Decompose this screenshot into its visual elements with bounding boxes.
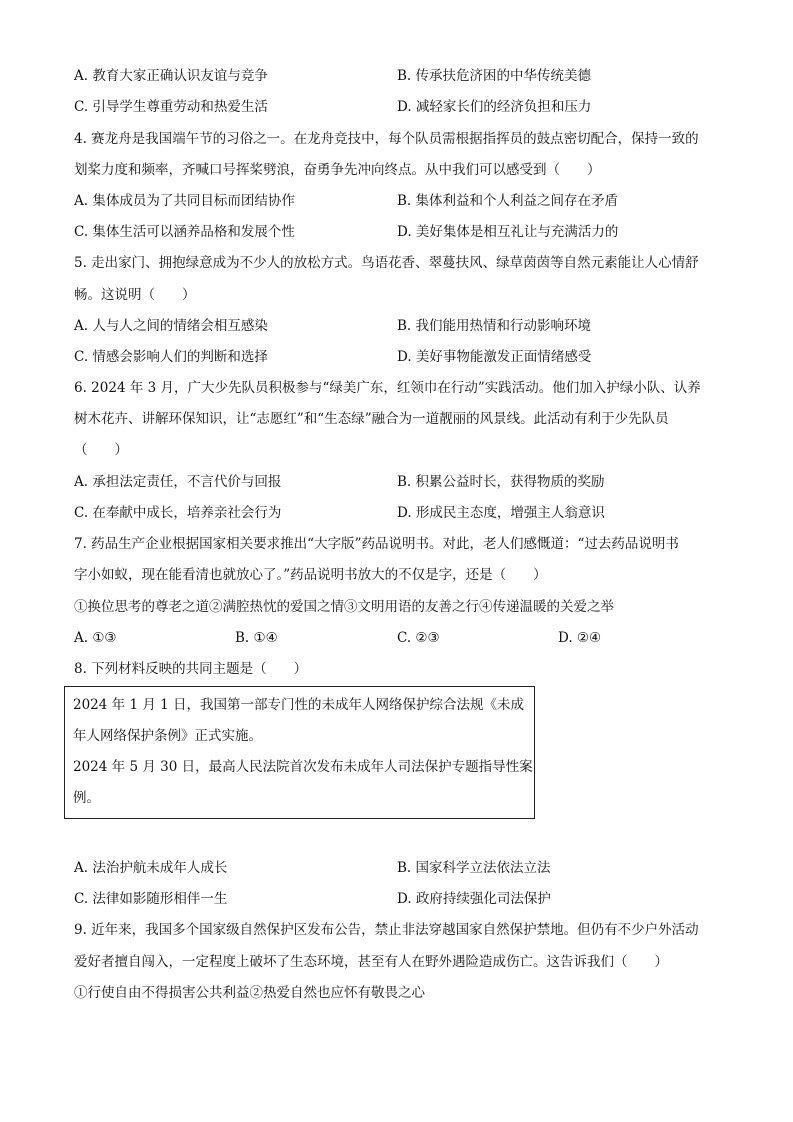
q8-option-a: A. 法治护航未成年人成长	[74, 860, 228, 876]
q8-material-line2: 年人网络保护条例》正式实施。	[73, 728, 262, 744]
q7-option-b: B. ①④	[235, 630, 278, 646]
q7-stem-line1: 7. 药品生产企业根据国家相关要求推出“大字版”药品说明书。对此，老人们感慨道：“过去药品说明书	[74, 536, 679, 552]
q5-option-c: C. 情感会影响人们的判断和选择	[74, 349, 268, 365]
q8-option-c: C. 法律如影随形相伴一生	[74, 891, 228, 907]
q4-option-d: D. 美好集体是相互礼让与充满活力的	[397, 224, 619, 240]
q4-option-b: B. 集体利益和个人利益之间存在矛盾	[397, 193, 619, 209]
q3-option-a: A. 教育大家正确认识友谊与竞争	[74, 68, 268, 84]
q7-option-a: A. ①③	[74, 630, 117, 646]
q3-option-d: D. 减轻家长们的经济负担和压力	[397, 99, 592, 115]
q5-stem-line1: 5. 走出家门、拥抱绿意成为不少人的放松方式。鸟语花香、翠蔓扶风、绿草茵茵等自然元素能让人心情舒	[74, 255, 699, 271]
q3-option-c: C. 引导学生尊重劳动和热爱生活	[74, 99, 268, 115]
q4-stem-line2: 划桨力度和频率，齐喊口号挥桨劈浪，奋勇争先冲向终点。从中我们可以感受到（ ）	[74, 162, 601, 178]
q4-option-a: A. 集体成员为了共同目标而团结协作	[74, 193, 295, 209]
q5-option-a: A. 人与人之间的情绪会相互感染	[74, 318, 268, 334]
q5-option-b: B. 我们能用热情和行动影响环境	[397, 318, 592, 334]
q6-option-d: D. 形成民主态度，增强主人翁意识	[397, 505, 605, 521]
q6-option-c: C. 在奉献中成长，培养亲社会行为	[74, 505, 282, 521]
q9-stem-line3: ①行使自由不得损害公共利益②热爱自然也应怀有敬畏之心	[74, 985, 425, 1001]
q5-stem-line2: 畅。这说明（ ）	[74, 287, 196, 303]
q8-material-line4: 例。	[73, 790, 100, 806]
q8-option-d: D. 政府持续强化司法保护	[397, 891, 551, 907]
q8-option-b: B. 国家科学立法依法立法	[397, 860, 551, 876]
q8-material-line1: 2024 年 1 月 1 日，我国第一部专门性的未成年人网络保护综合法规《未成	[73, 697, 524, 713]
q9-stem-line1: 9. 近年来，我国多个国家级自然保护区发布公告，禁止非法穿越国家自然保护禁地。但仍有不少户外活动	[74, 922, 699, 938]
q4-stem-line1: 4. 赛龙舟是我国端午节的习俗之一。在龙舟竞技中，每个队员需根据指挥员的鼓点密切配合，保持一致的	[74, 131, 699, 147]
q7-option-c: C. ②③	[397, 630, 440, 646]
q6-option-a: A. 承担法定责任，不言代价与回报	[74, 474, 282, 490]
q6-option-b: B. 积累公益时长，获得物质的奖励	[397, 474, 605, 490]
q5-option-d: D. 美好事物能激发正面情绪感受	[397, 349, 592, 365]
q7-option-d: D. ②④	[558, 630, 602, 646]
q3-option-b: B. 传承扶危济困的中华传统美德	[397, 68, 592, 84]
q7-stem-line2: 字小如蚁，现在能看清也就放心了。”药品说明书放大的不仅是字，还是（ ）	[74, 567, 547, 583]
q6-stem-line3: （ ）	[74, 442, 128, 458]
q8-material-line3: 2024 年 5 月 30 日，最高人民法院首次发布未成年人司法保护专题指导性案	[73, 759, 533, 775]
q9-stem-line2: 爱好者擅自闯入，一定程度上破坏了生态环境，甚至有人在野外遇险造成伤亡。这告诉我们（ ）	[74, 954, 668, 970]
q8-material-box	[64, 686, 535, 819]
q6-stem-line1: 6. 2024 年 3 月，广大少先队员积极参与“绿美广东，红领巾在行动”实践活动。他们加入护绿小队、认养	[74, 380, 701, 396]
q4-option-c: C. 集体生活可以涵养品格和发展个性	[74, 224, 295, 240]
q7-stem-line3: ①换位思考的尊老之道②满腔热忱的爱国之情③文明用语的友善之行④传递温暖的关爱之举	[74, 599, 614, 615]
q6-stem-line2: 树木花卉、讲解环保知识，让“志愿红”和“生态绿”融合为一道靓丽的风景线。此活动有利于少先队员	[74, 411, 669, 427]
q8-stem: 8. 下列材料反映的共同主题是（ ）	[74, 661, 308, 677]
